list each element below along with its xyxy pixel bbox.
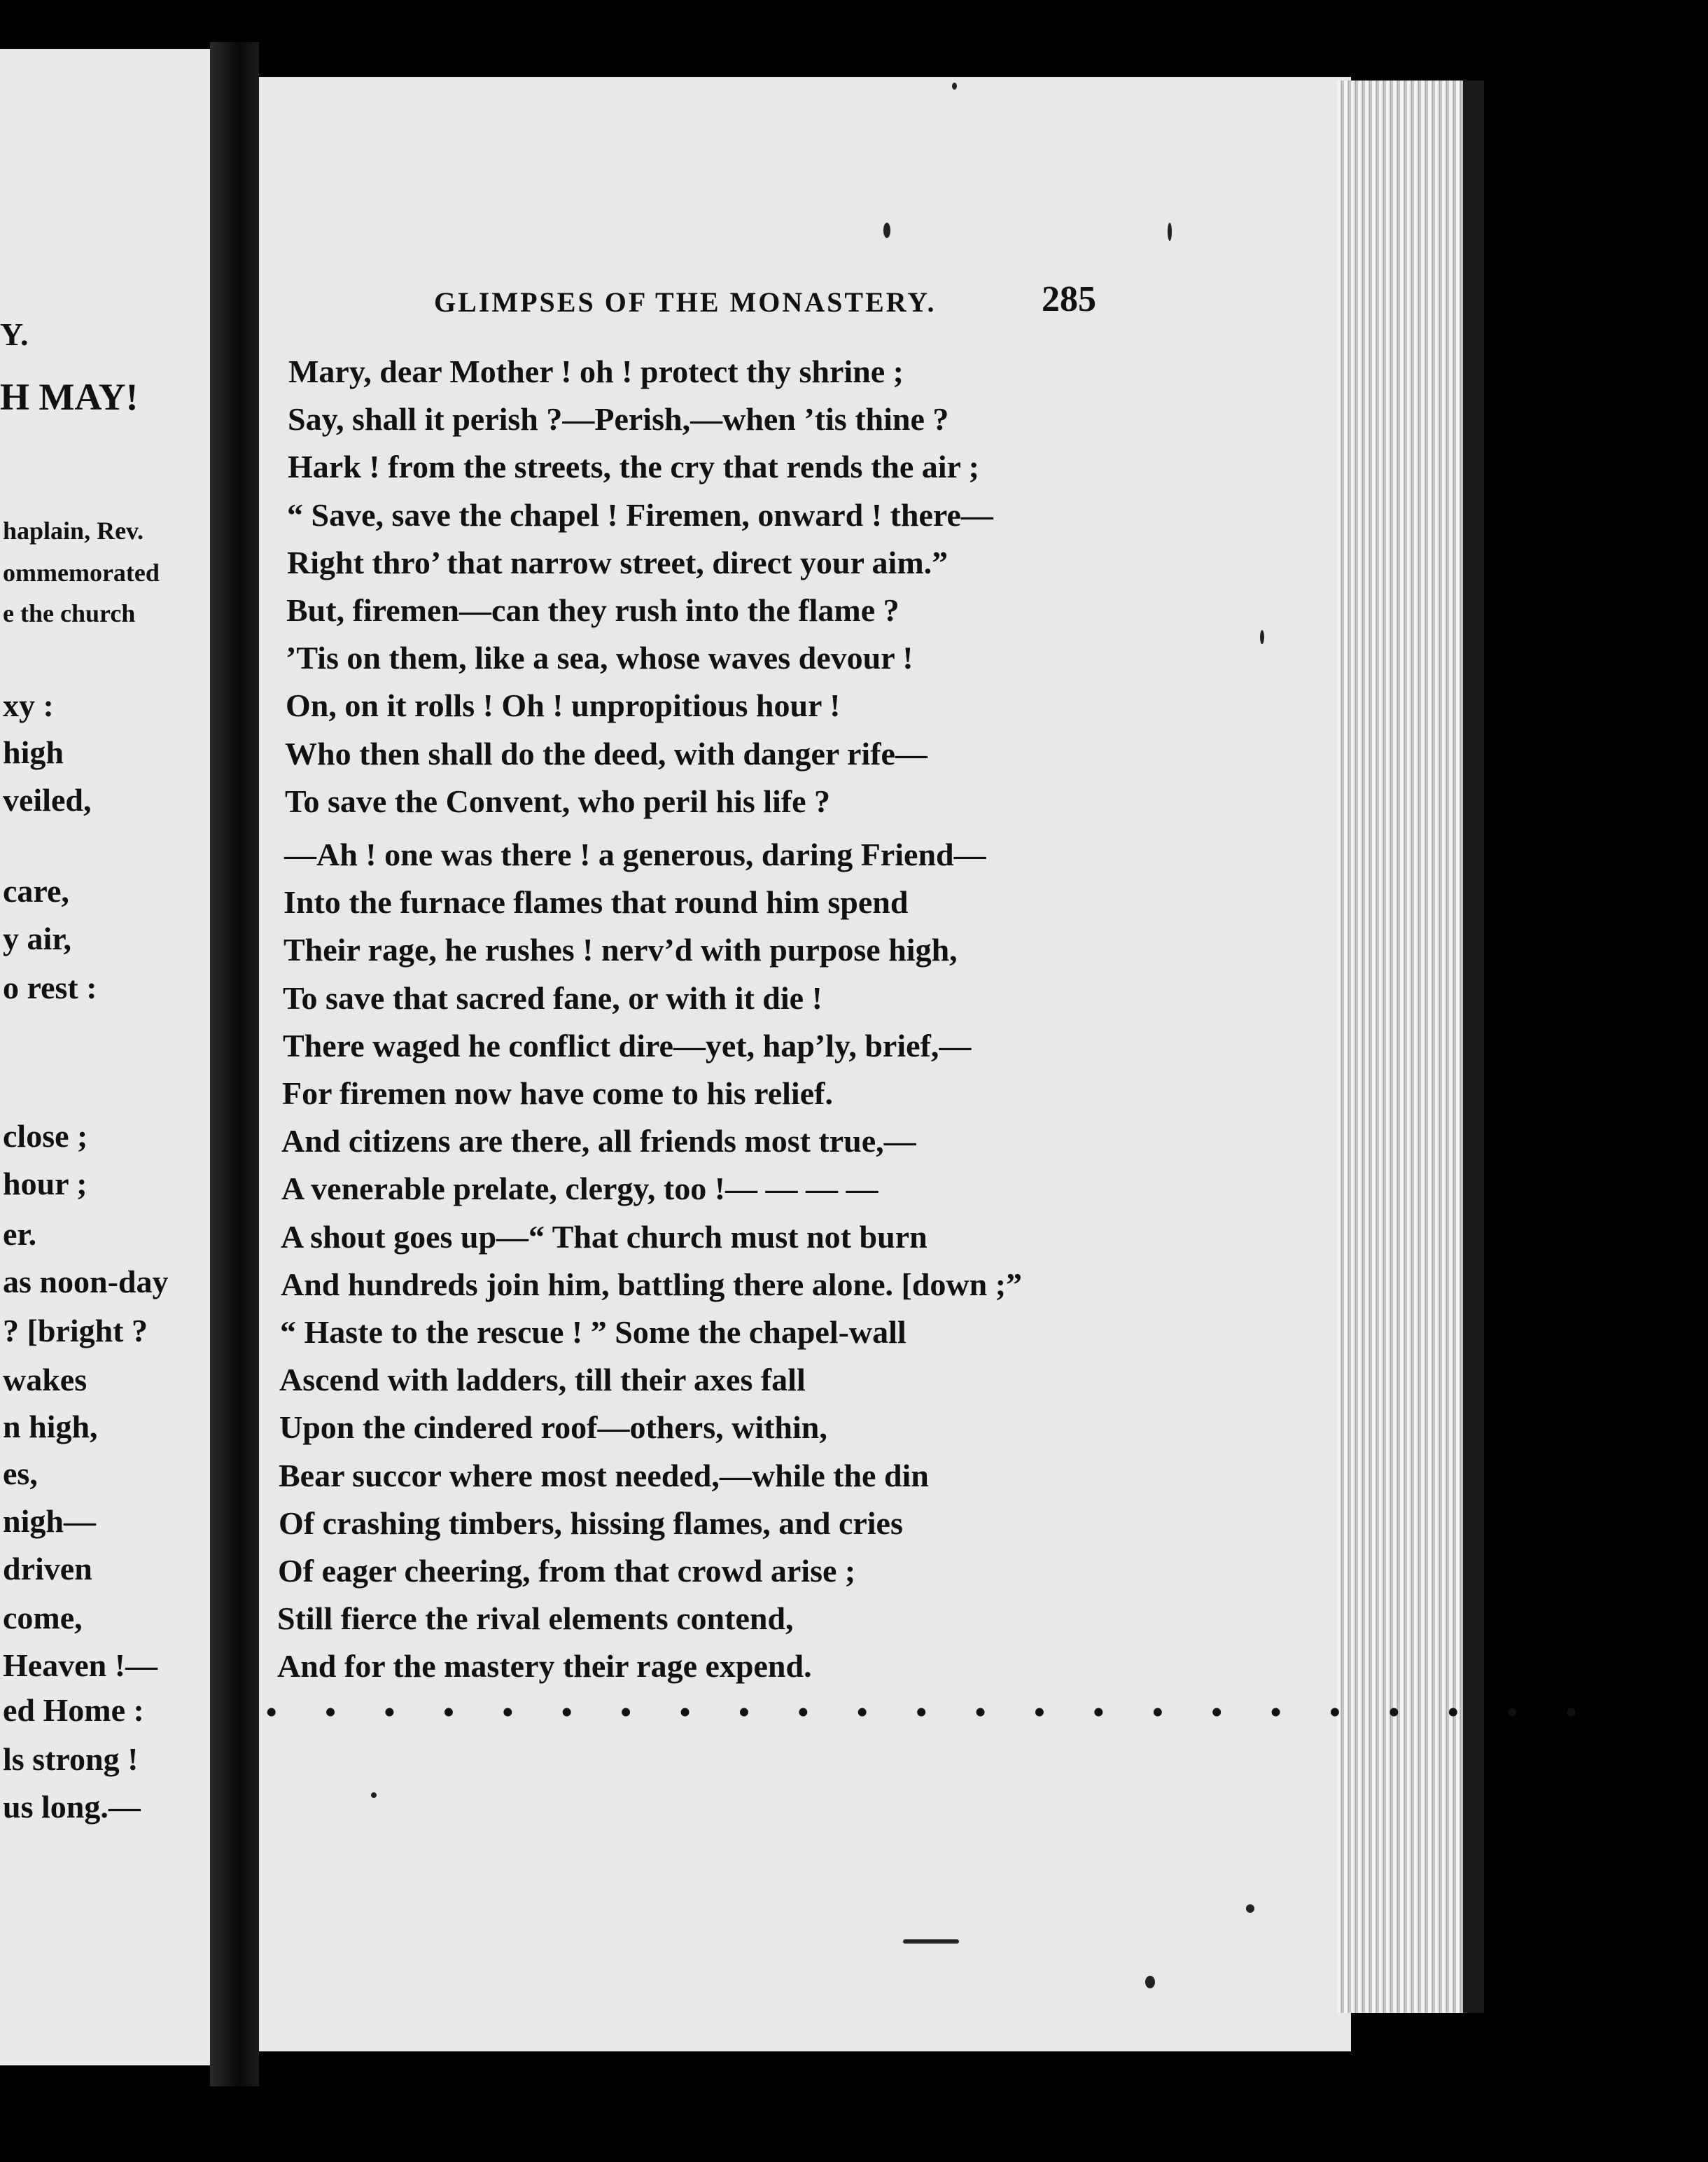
verse-line: But, firemen—can they rush into the flame ? bbox=[286, 592, 899, 628]
left-page-line: wakes bbox=[3, 1362, 88, 1397]
left-page-line: H MAY! bbox=[0, 376, 139, 418]
verse-line: Say, shall it perish ?—Perish,—when ’tis thine ? bbox=[288, 401, 949, 438]
verse-line: Mary, dear Mother ! oh ! protect thy shrine ; bbox=[288, 354, 904, 389]
verse-line: Ascend with ladders, till their axes fall bbox=[279, 1362, 806, 1398]
left-page-line: haplain, Rev. bbox=[3, 517, 144, 545]
print-speck bbox=[1168, 223, 1172, 241]
verse-line: And for the mastery their rage expend. bbox=[277, 1648, 812, 1685]
verse-line: A shout goes up—“ That church must not burn bbox=[281, 1218, 927, 1255]
left-page-line: o rest : bbox=[3, 970, 97, 1005]
print-speck bbox=[903, 1939, 959, 1944]
left-page-line: n high, bbox=[3, 1409, 98, 1444]
print-speck bbox=[883, 223, 890, 238]
left-page-line: er. bbox=[3, 1216, 37, 1252]
verse-line: “ Haste to the rescue ! ” Some the chapel-wall bbox=[280, 1314, 906, 1350]
left-page-line: close ; bbox=[3, 1118, 88, 1154]
left-page-line: ls strong ! bbox=[3, 1741, 139, 1777]
print-speck bbox=[1246, 1904, 1254, 1913]
verse-line: Into the furnace flames that round him spend bbox=[284, 884, 909, 921]
left-page-line: Y. bbox=[0, 316, 29, 352]
left-page-line: come, bbox=[3, 1600, 83, 1636]
left-page-line: xy : bbox=[3, 688, 54, 723]
verse-line: Still fierce the rival elements contend, bbox=[277, 1600, 794, 1637]
verse-line: A venerable prelate, clergy, too !— — — — bbox=[281, 1171, 878, 1207]
left-page-line: driven bbox=[3, 1551, 92, 1586]
left-page-line: ommemorated bbox=[3, 559, 160, 587]
left-page-line: Heaven !— bbox=[3, 1647, 158, 1683]
left-page-line: y air, bbox=[3, 921, 71, 956]
left-page-line: nigh— bbox=[3, 1503, 96, 1539]
verse-line: For firemen now have come to his relief. bbox=[282, 1075, 833, 1111]
print-speck bbox=[371, 1792, 377, 1798]
print-speck bbox=[1145, 1976, 1155, 1988]
verse-line: “ Save, save the chapel ! Firemen, onward ! there— bbox=[287, 496, 993, 533]
left-page-line: ed Home : bbox=[3, 1692, 144, 1728]
verse-line: To save that sacred fane, or with it die ! bbox=[283, 979, 822, 1016]
left-page-line: ? [bright ? bbox=[3, 1313, 148, 1348]
verse-line: Of eager cheering, from that crowd arise ; bbox=[278, 1553, 856, 1589]
running-header: GLIMPSES OF THE MONASTERY. bbox=[434, 286, 937, 318]
print-speck bbox=[1260, 630, 1264, 644]
verse-line: —Ah ! one was there ! a generous, daring Friend— bbox=[284, 837, 986, 872]
verse-line: To save the Convent, who peril his life ? bbox=[285, 783, 831, 819]
print-speck bbox=[952, 83, 957, 90]
left-page-line: us long.— bbox=[3, 1789, 141, 1825]
verse-line: ’Tis on them, like a sea, whose waves devour ! bbox=[286, 640, 913, 676]
left-page-line: veiled, bbox=[3, 782, 92, 818]
verse-line: Who then shall do the deed, with danger rife— bbox=[285, 735, 927, 772]
verse-line: There waged he conflict dire—yet, hap’ly, brief,— bbox=[283, 1027, 972, 1063]
left-page-line: es, bbox=[3, 1456, 38, 1491]
verse-line: Their rage, he rushes ! nerv’d with purpose high, bbox=[284, 932, 958, 968]
left-page-line: care, bbox=[3, 873, 69, 909]
verse-line: And hundreds join him, battling there alone. [down ;” bbox=[281, 1266, 1023, 1302]
verse-line: Of crashing timbers, hissing flames, and cries bbox=[279, 1505, 903, 1541]
verse-line: On, on it rolls ! Oh ! unpropitious hour ! bbox=[286, 688, 841, 724]
ellipsis-row: • • • • • • • • • • • • • • • • • • • • • • • bbox=[266, 1695, 1597, 1729]
left-page-line: high bbox=[3, 734, 64, 770]
left-page-line: hour ; bbox=[3, 1166, 88, 1201]
verse-line: And citizens are there, all friends most true,— bbox=[281, 1123, 916, 1159]
verse-line: Right thro’ that narrow street, direct your aim.” bbox=[287, 544, 948, 580]
page-number: 285 bbox=[1042, 279, 1096, 319]
verse-line: Hark ! from the streets, the cry that rends the air ; bbox=[288, 449, 979, 485]
left-page-line: e the church bbox=[3, 599, 136, 627]
verse-line: Bear succor where most needed,—while the din bbox=[279, 1457, 929, 1493]
book-gutter bbox=[210, 42, 259, 2086]
verse-line: Upon the cindered roof—others, within, bbox=[279, 1409, 827, 1446]
left-page-line: as noon-day bbox=[3, 1264, 169, 1299]
